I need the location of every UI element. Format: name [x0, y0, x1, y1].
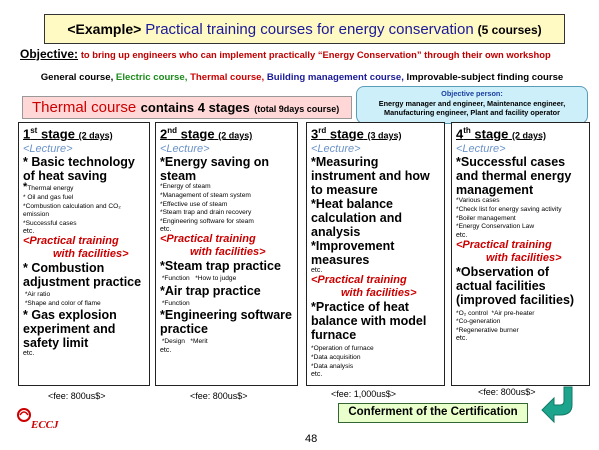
lecture-label: <Lecture> — [456, 143, 506, 156]
stage-number: 1 — [23, 126, 31, 142]
sub-item: *Function *How to judge — [160, 275, 237, 283]
main-item: *Improvement measures — [311, 239, 395, 268]
course-improvable: Improvable-subject finding course — [406, 72, 564, 83]
main-item: *Energy saving on steam — [160, 155, 270, 184]
course-list — [22, 72, 582, 83]
sub-item: *Operation of furnace — [311, 345, 374, 353]
sub-item: *Design *Merit — [160, 338, 208, 346]
curved-arrow-icon — [534, 385, 578, 425]
stage-days: (2 days) — [218, 130, 253, 141]
title-count: (5 courses) — [477, 23, 542, 37]
stage-label: stage — [474, 126, 509, 142]
stage-1-box — [18, 122, 150, 386]
practical-label-2: with facilities> — [486, 251, 562, 264]
sub-item: *Function — [160, 299, 190, 307]
thermal-course-name: Thermal course — [32, 99, 137, 116]
practice-item: *Observation of actual facilities (improved facilities) — [456, 264, 575, 307]
practical-label-2: with facilities> — [341, 287, 417, 300]
stage-label: stage — [40, 126, 75, 142]
sub-item: *Management of steam system — [160, 191, 251, 199]
sub-item: *Data analysis — [311, 362, 354, 370]
etc-label: etc. — [456, 335, 468, 343]
etc-label: etc. — [311, 267, 323, 275]
stage-label: stage — [180, 126, 215, 142]
sub-item: *Combustion calculation and CO₂ emission — [23, 202, 121, 219]
objective-label: Objective: — [20, 47, 79, 61]
stage-3-fee: <fee: 1,000us$> — [331, 389, 397, 399]
practical-label: <Practical training — [456, 238, 552, 251]
stage-1-fee: <fee: 800us$> — [48, 391, 106, 401]
practical-label: <Practical training — [23, 235, 119, 248]
practical-label-2: with facilities> — [190, 246, 266, 259]
objective-text: to bring up engineers who can implement practically “Energy Conservation” through their own workshop — [80, 49, 551, 60]
stage-days: (2 days) — [78, 130, 113, 141]
stage-2-heading — [160, 126, 293, 141]
sub-item: *Shape and color of flame — [23, 299, 101, 307]
sub-item: *Engineering software for steam — [160, 217, 254, 225]
sub-item: *Energy Conservation Law — [456, 223, 535, 231]
etc-label: etc. — [160, 226, 172, 234]
stage-days: (3 days) — [367, 130, 402, 141]
title-example: <Example> — [67, 21, 142, 37]
objective-person-box — [356, 86, 588, 124]
stage-number: 3 — [311, 126, 319, 142]
etc-label: etc. — [160, 347, 172, 355]
thermal-course-box — [22, 96, 352, 119]
stage-2-box — [155, 122, 298, 386]
objective-person-line1: Energy manager and engineer, Maintenance engineer, — [378, 98, 566, 108]
practical-label-2: with facilities> — [53, 248, 129, 261]
objective-person-title: Objective person: — [441, 89, 503, 98]
course-general: General course, — [40, 72, 114, 83]
practice-item: *Engineering software practice — [160, 308, 292, 337]
stage-ordinal: th — [463, 126, 471, 135]
practice-item: *Practice of heat balance with model furnace — [311, 300, 427, 343]
sub-item: *Check list for energy saving activity — [456, 205, 562, 213]
sub-item: *Co-generation — [456, 318, 501, 326]
stage-label: stage — [329, 126, 364, 142]
title-box — [44, 14, 565, 44]
logo-text: ECCJ — [31, 419, 59, 431]
stage-number: 4 — [456, 126, 464, 142]
main-item: *Successful cases and thermal energy management — [456, 155, 572, 198]
practice-item: * Combustion adjustment practice — [23, 261, 142, 290]
course-thermal: Thermal course, — [190, 72, 265, 83]
objective-person-line2: Manufacturing engineer, Plant and facility operator — [384, 108, 560, 117]
stage-ordinal: st — [30, 126, 38, 135]
sub-item: * Oil and gas fuel — [23, 193, 74, 201]
practice-item: *Steam trap practice — [160, 259, 281, 274]
practical-label: <Practical training — [311, 274, 407, 287]
sub-item: *Boiler management — [456, 214, 516, 222]
lecture-label: <Lecture> — [160, 143, 210, 156]
stage-ordinal: nd — [167, 126, 178, 135]
sub-item: *Various cases — [456, 197, 500, 205]
course-building: Building management course, — [266, 72, 404, 83]
etc-label: etc. — [456, 231, 468, 239]
stage-3-heading — [311, 126, 440, 141]
sub-item: *Effective use of steam — [160, 200, 228, 208]
stage-days: (2 days) — [512, 130, 547, 141]
thermal-course-contains: contains 4 stages — [140, 100, 250, 115]
certification-box: Conferment of the Certification — [338, 403, 528, 423]
sub-item: *Air ratio — [23, 291, 51, 299]
title-main: Practical training courses for energy conservation — [145, 21, 474, 38]
eccj-logo — [17, 407, 77, 433]
sub-item: *Steam trap and drain recovery — [160, 209, 252, 217]
practical-label: <Practical training — [160, 233, 256, 246]
sub-item: *O₂ control *Air pre-heater — [456, 309, 535, 317]
stage-4-heading — [456, 126, 585, 141]
main-item: * Basic technology of heat saving — [23, 155, 135, 184]
stage-number: 2 — [160, 126, 168, 142]
thermal-course-total: (total 9days course) — [254, 104, 340, 114]
practice-item: * Gas explosion experiment and safety limit — [23, 308, 117, 351]
sub-item: *Regenerative burner — [456, 326, 519, 334]
main-item: *Heat balance calculation and analysis — [311, 197, 402, 240]
sub-item: *Successful cases — [23, 219, 77, 227]
stage-2-fee: <fee: 800us$> — [190, 391, 248, 401]
stage-4-box — [451, 122, 590, 386]
stage-3-box — [306, 122, 445, 386]
sub-item: *Data acquisition — [311, 353, 361, 361]
stage-4-fee: <fee: 800us$> — [478, 387, 536, 397]
objective-line — [20, 47, 595, 61]
page-number: 48 — [305, 433, 318, 445]
stage-ordinal: rd — [318, 126, 327, 135]
etc-label: etc. — [311, 371, 323, 379]
etc-label: etc. — [23, 228, 35, 236]
practice-item: *Air trap practice — [160, 283, 261, 298]
lecture-label: <Lecture> — [23, 143, 73, 156]
sub-item: *Thermal energy — [23, 181, 74, 194]
stage-1-heading — [23, 126, 145, 141]
sub-item: *Energy of steam — [160, 183, 211, 191]
main-item: *Measuring instrument and how to measure — [311, 155, 430, 198]
lecture-label: <Lecture> — [311, 143, 361, 156]
course-electric: Electric course, — [115, 72, 188, 83]
etc-label: etc. — [23, 350, 35, 358]
